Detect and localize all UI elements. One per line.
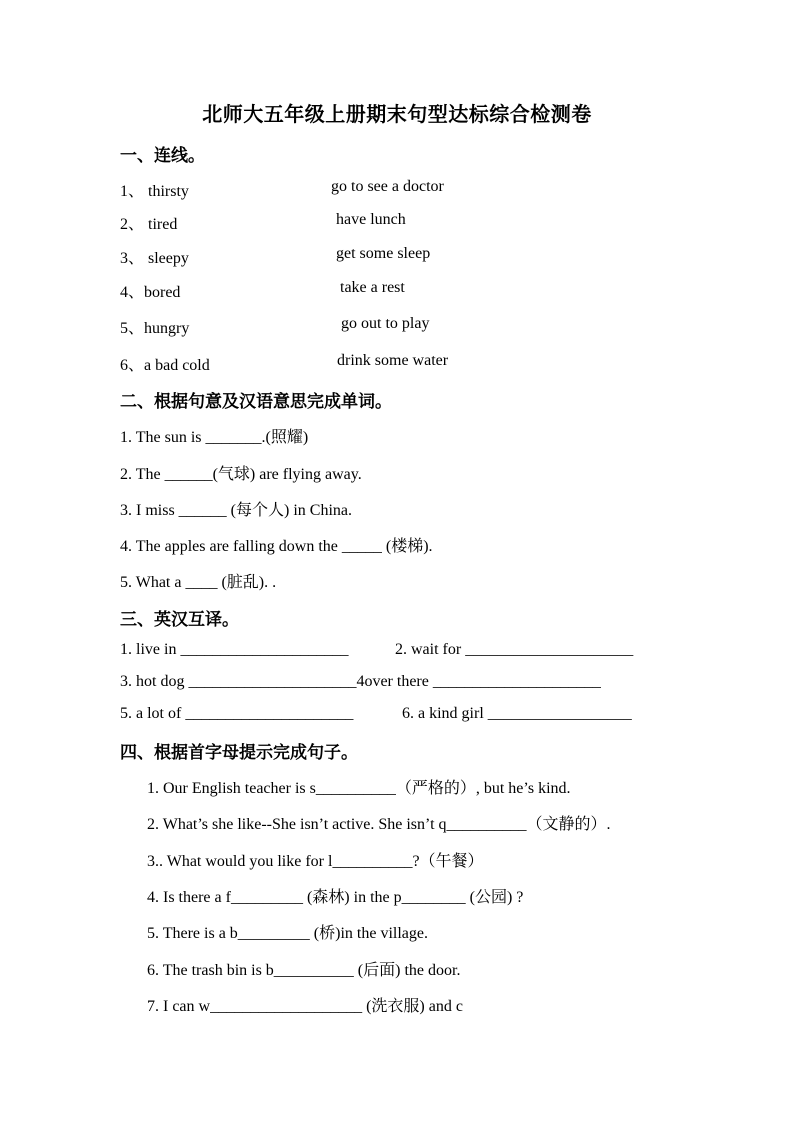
translate-item-5: 5. a lot of _____________________ <box>120 705 354 722</box>
page-title: 北师大五年级上册期末句型达标综合检测卷 <box>202 104 592 126</box>
translate-item-3-4: 3. hot dog _____________________4over there _____________________ <box>120 673 601 690</box>
section3-heading: 三、英汉互译。 <box>120 610 239 629</box>
match-right-2: have lunch <box>336 211 406 228</box>
match-left-4: 4、bored <box>120 284 181 301</box>
match-right-5: go out to play <box>341 315 430 332</box>
sentence-item-3: 3.. What would you like for l__________?（午餐） <box>147 853 484 870</box>
match-left-6: 6、a bad cold <box>120 357 210 374</box>
match-left-1: 1、 thirsty <box>120 183 189 200</box>
match-right-1: go to see a doctor <box>331 178 444 195</box>
fill-item-5: 5. What a ____ (脏乱). . <box>120 574 277 591</box>
sentence-item-2: 2. What’s she like--She isn’t active. She isn’t q__________（文静的）. <box>147 816 611 833</box>
translate-item-1: 1. live in _____________________ <box>120 641 349 658</box>
sentence-item-1: 1. Our English teacher is s__________（严格的）, but he’s kind. <box>147 780 571 797</box>
fill-item-2: 2. The ______(气球) are flying away. <box>120 466 362 483</box>
fill-item-4: 4. The apples are falling down the _____ (楼梯). <box>120 538 433 555</box>
section4-heading: 四、根据首字母提示完成句子。 <box>120 743 358 762</box>
match-right-6: drink some water <box>337 352 449 369</box>
match-right-3: get some sleep <box>336 245 431 262</box>
match-left-5: 5、hungry <box>120 320 190 337</box>
translate-item-6: 6. a kind girl __________________ <box>402 705 632 722</box>
match-left-3: 3、 sleepy <box>120 250 189 267</box>
sentence-item-5: 5. There is a b_________ (桥)in the village. <box>147 925 428 942</box>
fill-item-3: 3. I miss ______ (每个人) in China. <box>120 502 352 519</box>
match-right-4: take a rest <box>340 279 405 296</box>
section1-heading: 一、连线。 <box>120 146 205 165</box>
match-left-2: 2、 tired <box>120 216 178 233</box>
fill-item-1: 1. The sun is _______.(照耀) <box>120 429 309 446</box>
translate-item-2: 2. wait for _____________________ <box>395 641 634 658</box>
sentence-item-7: 7. I can w___________________ (洗衣服) and c <box>147 998 463 1015</box>
sentence-item-6: 6. The trash bin is b__________ (后面) the door. <box>147 962 461 979</box>
sentence-item-4: 4. Is there a f_________ (森林) in the p________ (公园) ? <box>147 889 524 906</box>
section2-heading: 二、根据句意及汉语意思完成单词。 <box>120 392 392 411</box>
